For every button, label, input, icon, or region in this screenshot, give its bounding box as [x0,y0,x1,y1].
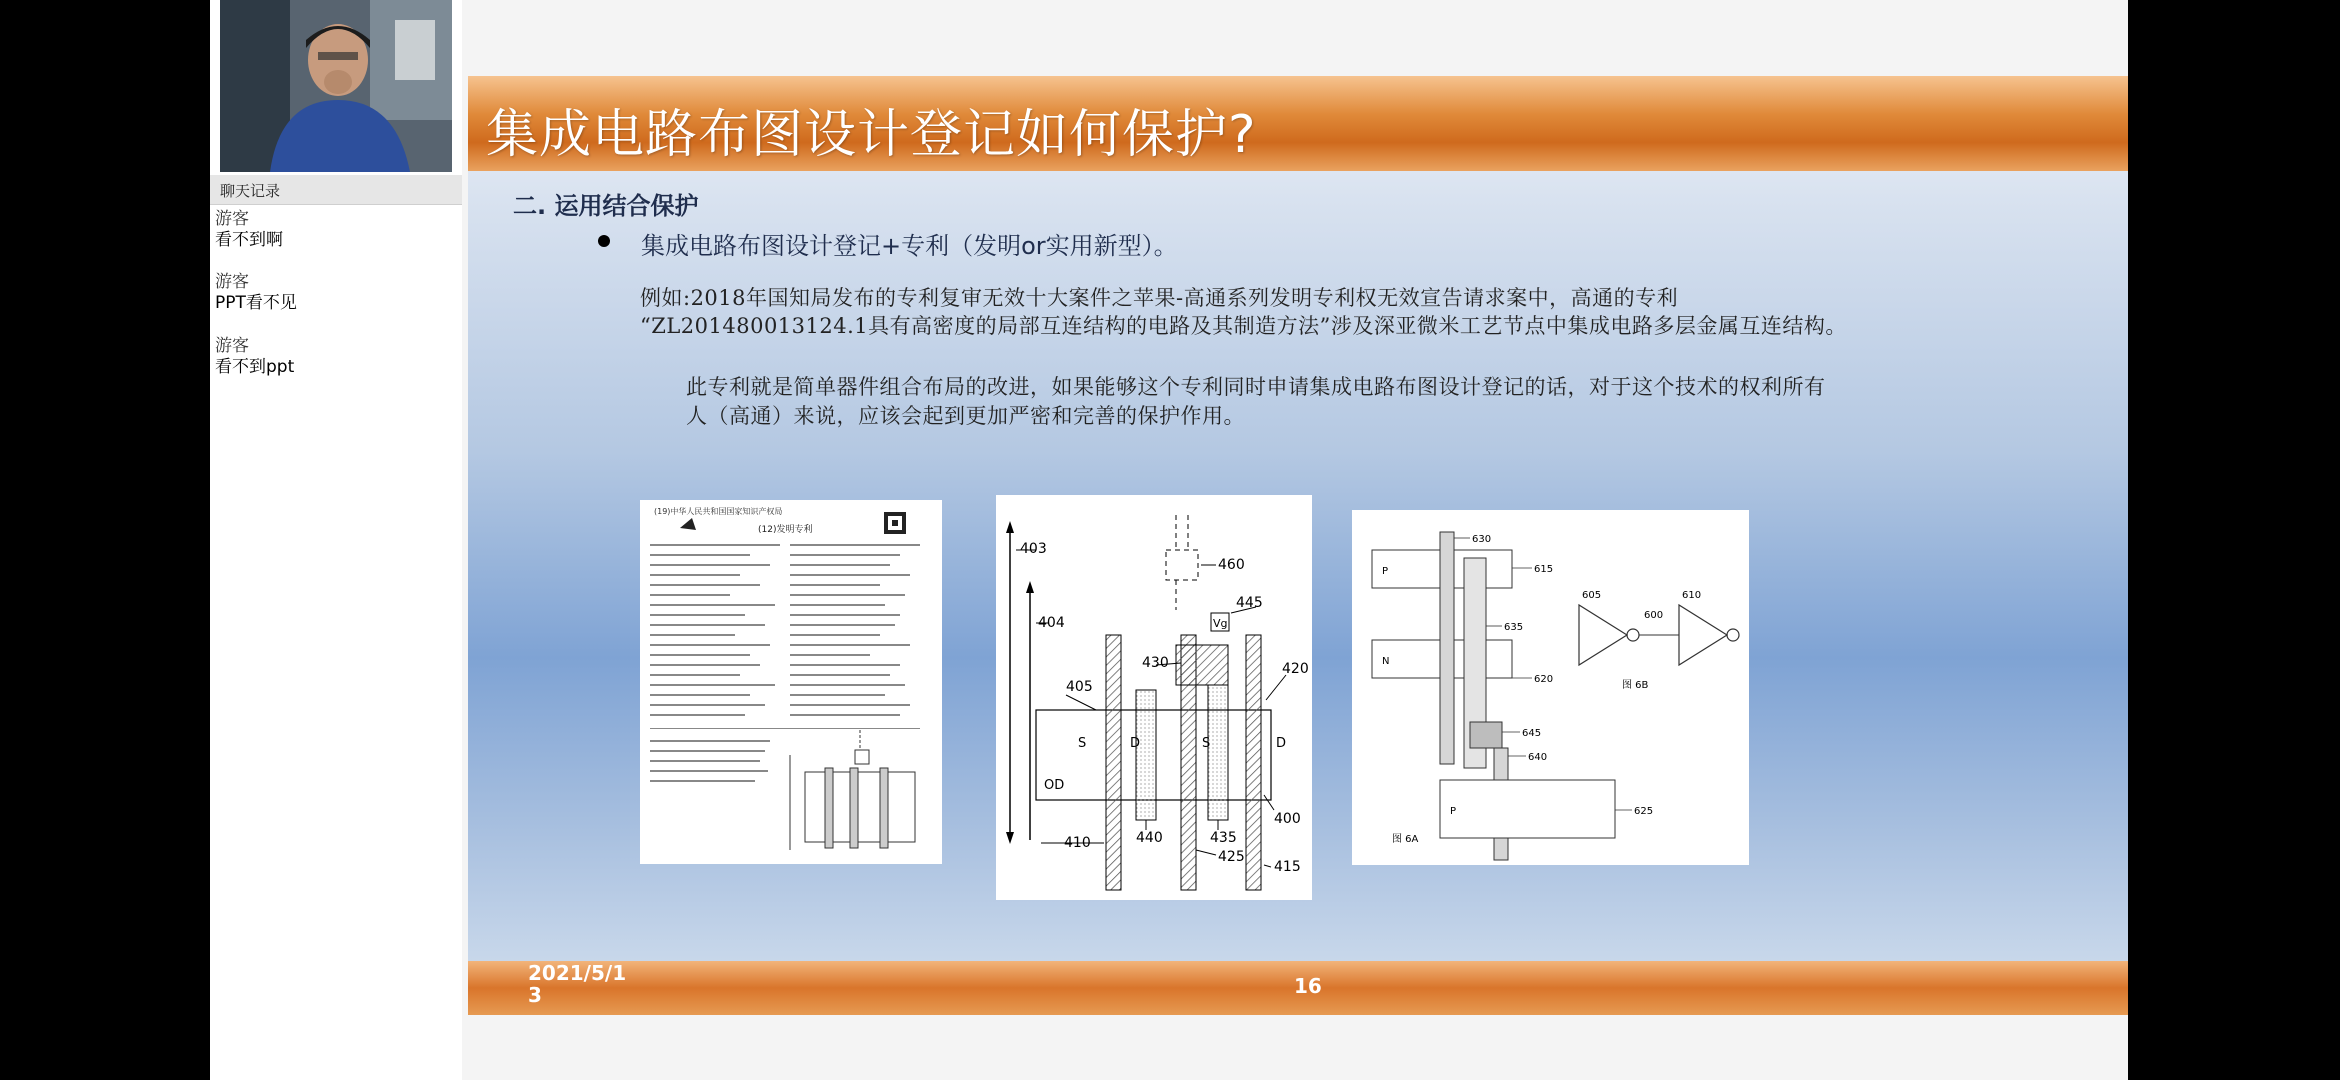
patent-office-logo [680,518,696,530]
label-445: 445 [1236,595,1263,611]
label-615: 615 [1534,564,1554,575]
label-460: 460 [1218,557,1245,573]
chat-message [215,272,455,314]
label-430: 430 [1142,655,1169,671]
slide [468,76,2128,1015]
label-fig-6a: 图 6A [1392,834,1419,845]
label-s: S [1202,736,1211,751]
label-p: P [1450,806,1457,817]
chat-message [215,336,455,378]
label-610: 610 [1682,590,1702,601]
video-frame-image [220,0,452,172]
label-d: D [1130,736,1141,751]
label-fig-6b: 图 6B [1622,680,1649,691]
paragraph2-line: 人（高通）来说，应该会起到更加严密和完善的保护作用。 [686,404,1245,428]
chat-message [215,209,455,251]
label-405: 405 [1066,679,1093,695]
chat-message-text: 看不到ppt [215,357,295,377]
label-635: 635 [1504,622,1524,633]
slide-page-number: 16 [1294,974,1322,998]
chat-message-user: 游客 [215,272,249,292]
paragraph1-line: 例如:2018年国知局发布的专利复审无效十大案件之苹果-高通系列发明专利权无效宣告请求案中，高通的专利 [640,286,1679,310]
chat-header-label: 聊天记录 [220,182,281,200]
label-625: 625 [1634,806,1654,817]
patent-document-image [640,500,942,864]
label-415: 415 [1274,859,1301,875]
label-640: 640 [1528,752,1548,763]
label-403: 403 [1020,541,1047,557]
label-404: 404 [1038,615,1065,631]
label-440: 440 [1136,830,1163,846]
inverter-layout-figure [1352,510,1749,865]
chat-message-user: 游客 [215,336,249,356]
section-heading: 二. 运用结合保护 [513,192,699,220]
label-435: 435 [1210,830,1237,846]
paragraph2-line: 此专利就是简单器件组合布局的改进，如果能够这个专利同时申请集成电路布图设计登记的话，对于这个技术的权利所有 [686,375,1826,399]
chat-message-text: 看不到啊 [215,230,283,250]
presentation-area [462,0,2128,1080]
label-620: 620 [1534,674,1554,685]
label-od: OD [1044,778,1065,793]
bullet-icon [598,235,610,247]
chat-message-text: PPT看不见 [215,293,297,313]
label-p: P [1382,566,1389,577]
patent-doc-type: (12)发明专利 [758,525,813,535]
label-420: 420 [1282,661,1309,677]
label-630: 630 [1472,534,1492,545]
layout-diagram-figure [996,495,1312,900]
label-s: S [1078,736,1087,751]
bullet-text: 集成电路布图设计登记+专利（发明or实用新型）。 [641,232,1178,260]
label-n: N [1382,656,1390,667]
chat-history-header [210,175,462,205]
chat-message-user: 游客 [215,209,249,229]
patent-header: (19)中华人民共和国国家知识产权局 [654,507,783,516]
label-425: 425 [1218,849,1245,865]
label-605: 605 [1582,590,1602,601]
label-410: 410 [1064,835,1091,851]
label-vg: Vg [1213,617,1228,630]
label-400: 400 [1274,811,1301,827]
participant-video [220,0,452,172]
label-d: D [1276,736,1287,751]
slide-footer-date: 2021/5/1 3 [528,961,627,1007]
label-645: 645 [1522,728,1542,739]
label-600: 600 [1644,610,1664,621]
slide-title: 集成电路布图设计登记如何保护? [486,105,1257,165]
paragraph1-line: “ZL201480013124.1具有高密度的局部互连结构的电路及其制造方法”涉及深亚微米工艺节点中集成电路多层金属互连结构。 [640,314,1847,338]
